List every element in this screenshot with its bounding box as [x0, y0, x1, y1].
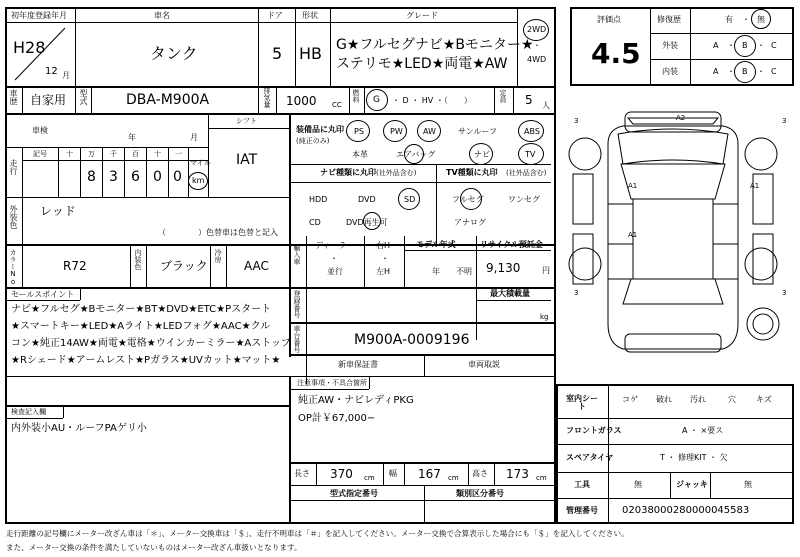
seat-opt-3: 穴	[728, 395, 736, 404]
fuel-rest: ・ D ・ HV ・（ ）	[392, 96, 472, 105]
km-label: km	[192, 176, 205, 185]
corner-mark-tl: 3	[574, 117, 579, 125]
repair-yes: 有	[725, 15, 733, 24]
jack-label: ジャッキ	[676, 480, 708, 489]
navi-dvd: DVD	[358, 195, 376, 204]
drive-sep: ・	[533, 41, 541, 50]
navi-hdd: HDD	[309, 195, 328, 204]
length-value: 370	[330, 467, 353, 481]
exterior-dot1: ・	[727, 41, 735, 50]
length-label: 長さ	[294, 469, 310, 478]
corner-mark-br: 3	[782, 289, 787, 297]
tv-sub: (社外品含む)	[506, 169, 547, 177]
seat-opt-1: 破れ	[656, 395, 672, 404]
tv-fullseg-circle	[460, 188, 482, 210]
equip-tv: TV	[525, 150, 536, 159]
ac-label: 冷房	[214, 249, 222, 263]
length-cm: cm	[364, 474, 375, 482]
sales-line-2: コン★純正14AW★両電★電格★ウインカーミラー★Aストップ	[11, 338, 291, 349]
displacement-label: 排気量	[263, 87, 271, 108]
windshield-label: フロントガラス	[566, 426, 622, 435]
sales-line-3: ★Rシェード★アームレスト★Pガラス★UVカット★マット★	[11, 355, 281, 366]
spare-label: スペアタイヤ	[566, 453, 614, 462]
equip-abs: ABS	[524, 127, 540, 136]
chassis-label: 車台番号	[293, 325, 301, 353]
mgmt-value: 02038000280000045583	[622, 505, 750, 516]
grade-label: グレード	[406, 11, 438, 20]
capacity-label: 定員	[499, 89, 507, 103]
notes-label: 注意事項・不具合箇所	[297, 379, 367, 387]
reg-month: 12	[45, 66, 58, 77]
mileage-label: 走行	[9, 159, 18, 175]
footer-line2: また、メーター交換の条件を満たしていないものはメーター改ざん車扱いとなります。	[6, 543, 302, 552]
ac-value: AAC	[244, 259, 269, 273]
damage-mark-a1-right: A1	[750, 182, 760, 190]
import-dealer: ディーラー	[315, 241, 355, 250]
height-value: 173	[506, 467, 529, 481]
model-year-unknown: 不明	[456, 267, 472, 276]
exterior-b-circle	[734, 35, 756, 57]
equip-airbag-circle	[404, 144, 424, 164]
equip-sunroof: サンルーフ	[458, 127, 497, 136]
import-parallel: 並行	[327, 267, 343, 276]
repair-dot: ・	[742, 15, 750, 24]
corner-mark-bl: 3	[574, 289, 579, 297]
capacity-value: 5	[525, 93, 533, 107]
navi-sub: (社外品含む)	[376, 169, 417, 177]
interior-b: B	[742, 67, 748, 76]
displacement-value: 1000	[286, 94, 317, 108]
digit-label-4: 十	[154, 150, 161, 158]
fuel-g: G	[373, 95, 380, 105]
use-label: 車歴	[9, 89, 18, 105]
recycle-yen: 円	[542, 266, 550, 275]
height-label: 高さ	[472, 469, 488, 478]
interior-dot2: ・	[757, 67, 765, 76]
tools-value: 無	[634, 480, 642, 489]
equip-navi: ナビ	[474, 150, 490, 159]
width-cm: cm	[448, 474, 459, 482]
exterior-b: B	[742, 41, 748, 50]
mileage-mark-label: 記号	[33, 150, 47, 158]
equip-ps-circle	[346, 120, 370, 142]
mile-label: マイル	[190, 159, 211, 167]
equip-pw-circle	[383, 120, 407, 142]
equip-aw-circle	[417, 120, 441, 142]
height-cm: cm	[536, 474, 547, 482]
tv-fullseg: フルセグ	[452, 195, 484, 204]
digit-4: 0	[153, 169, 162, 185]
shift-label: シフト	[236, 117, 257, 125]
equip-navi-circle	[469, 143, 493, 165]
fuel-label: 燃料	[352, 89, 360, 103]
width-value: 167	[418, 467, 441, 481]
spare-value: T ・ 修理KIT ・ 欠	[660, 453, 728, 462]
color-value: レッド	[40, 204, 76, 218]
equip-airbag: エアバッグ	[396, 150, 436, 159]
car-name-label: 車名	[154, 11, 170, 20]
score-value: 4.5	[591, 37, 641, 70]
model-year-label: モデル年式	[416, 240, 456, 249]
inspect-box-value: 内外装小AU・ルーフPAゲリ小	[11, 423, 147, 434]
registration-label: 登録番号	[293, 290, 301, 318]
exterior-a: A	[713, 41, 719, 50]
interior-dot1: ・	[727, 67, 735, 76]
chassis-value: M900A-0009196	[354, 332, 470, 348]
exterior-dot2: ・	[757, 41, 765, 50]
first-reg-label: 初年度登録年月	[11, 11, 67, 20]
model-value: DBA-M900A	[126, 92, 210, 108]
digit-5: 0	[173, 169, 182, 185]
damage-mark-a1-rear: A1	[628, 231, 638, 239]
damage-mark-a2: A2	[676, 114, 686, 122]
import-dot1: ・	[330, 254, 338, 263]
digit-label-3: 百	[132, 150, 139, 158]
model-year-year: 年	[432, 267, 440, 276]
navi-sd: SD	[404, 195, 416, 204]
equip-tv-circle	[518, 143, 544, 165]
tv-label: TV種類に丸印	[446, 168, 498, 177]
footer-line1: 走行距離の記号欄にメーター改ざん車は「＊」、メーター交換車は「＄」、走行不明車は「＃」を記入してください。メーター交換で合算表示した場合にも「＄」を記入してください。	[6, 529, 629, 538]
navi-label: ナビ種類に丸印	[320, 168, 376, 177]
seat-opt-4: キズ	[756, 395, 772, 404]
seat-opt-2: 汚れ	[690, 395, 706, 404]
reg-year: H28	[13, 38, 46, 57]
digit-label-1: 万	[88, 150, 95, 158]
cc-unit: CC	[332, 101, 342, 109]
sales-line-0: ナビ★フルセグ★Bモニター★BT★DVD★ETC★Pスタート	[11, 304, 272, 315]
max-load-kg: kg	[540, 313, 549, 321]
max-load-label: 最大積載量	[490, 289, 530, 298]
import-label: 輸入車	[293, 244, 301, 265]
color-no-label: カラーNo.	[9, 249, 17, 294]
interior-label: 内装	[662, 67, 678, 76]
inspection-label: 車検	[32, 126, 48, 135]
import-dot2: ・	[381, 254, 389, 263]
notes-line2: OP計￥67,000−	[298, 413, 376, 424]
shift-value: IAT	[236, 152, 258, 168]
equip-ps: PS	[354, 127, 364, 136]
recycle-value: 9,130	[486, 261, 521, 275]
sales-label: セールスポイント	[11, 290, 75, 299]
navi-sd-circle	[398, 188, 420, 210]
interior-c: C	[771, 67, 777, 76]
sales-line-1: ★スマートキー★LED★Aライト★LEDフォグ★AAC★クル	[11, 321, 271, 332]
shape-label: 形状	[302, 11, 318, 20]
color-no-value: R72	[63, 259, 87, 273]
equip-leather: 本革	[352, 150, 368, 159]
repair-no: 無	[757, 15, 765, 24]
notes-line1: 純正AW・ナビレディPKG	[298, 395, 414, 406]
jack-value: 無	[744, 480, 752, 489]
repair-no-circle	[751, 9, 771, 29]
drive-4wd: 4WD	[527, 55, 547, 64]
windshield-value: A ・ ×要ス	[682, 426, 724, 435]
exterior-label: 外装	[662, 41, 678, 50]
navi-cd: CD	[309, 218, 321, 227]
car-name: タンク	[150, 44, 198, 63]
navi-dvd-play-circle	[363, 212, 381, 230]
repair-label: 修復歴	[657, 15, 681, 24]
door-count: 5	[272, 44, 283, 63]
color-label: 外装色	[9, 205, 18, 229]
inspection-month: 月	[190, 133, 198, 142]
corner-mark-tr: 3	[782, 117, 787, 125]
exterior-c: C	[771, 41, 777, 50]
use-value: 自家用	[30, 93, 67, 107]
mgmt-label: 管理番号	[566, 506, 598, 515]
grade-line1: G★フルセグナビ★Bモニター★	[336, 37, 534, 53]
digit-2: 3	[109, 169, 118, 185]
digit-label-2: 千	[110, 150, 117, 158]
drive-2wd: 2WD	[527, 25, 547, 34]
grade-line2: ステリモ★LED★両電★AW	[336, 56, 508, 72]
color-change-note: （ ）色替車は色替と記入	[158, 228, 278, 237]
navi-dvd-play: DVD再生可	[346, 218, 388, 227]
seat-label: 室内シート	[566, 394, 598, 411]
tv-oneseg: ワンセグ	[508, 195, 540, 204]
interior-color-value: ブラック	[160, 259, 208, 273]
import-left-h: 左H	[376, 267, 391, 276]
digit-label-5: 一	[175, 150, 182, 158]
tv-analog: アナログ	[454, 218, 486, 227]
digit-3: 6	[131, 169, 140, 185]
equip-pw: PW	[390, 127, 403, 136]
body-shape: HB	[299, 44, 323, 63]
model-label: 型式	[79, 89, 88, 105]
inspection-year: 年	[128, 133, 136, 142]
tools-label: 工具	[574, 480, 590, 489]
digit-label-0: 十	[66, 150, 73, 158]
equipment-label: 装備品に丸印	[296, 125, 344, 134]
digit-1: 8	[87, 169, 96, 185]
equip-abs-circle	[518, 120, 544, 142]
seat-opt-0: コゲ	[622, 395, 638, 404]
interior-b-circle	[734, 61, 756, 83]
damage-mark-a1-left: A1	[628, 182, 638, 190]
class-number-label: 類別区分番号	[456, 489, 504, 498]
width-label: 幅	[389, 469, 397, 478]
door-label: ドア	[267, 11, 283, 20]
equip-aw: AW	[423, 127, 436, 136]
type-designation-label: 型式指定番号	[330, 489, 378, 498]
month-unit: 月	[62, 71, 70, 80]
warranty-manual: 車両取説	[468, 360, 500, 369]
interior-a: A	[713, 67, 719, 76]
capacity-unit: 人	[542, 101, 550, 110]
main-table	[5, 7, 556, 524]
inspect-box-label: 検査記入欄	[11, 408, 46, 416]
warranty-new-car: 新車保証書	[338, 360, 378, 369]
recycle-label: リサイクル預託金	[480, 240, 543, 249]
import-right-h: 右H	[376, 241, 391, 250]
score-label: 評価点	[597, 15, 621, 24]
car-damage-diagram	[563, 104, 793, 374]
equipment-sublabel: (純正のみ)	[296, 137, 330, 145]
interior-color-label: 内装色	[134, 249, 142, 270]
